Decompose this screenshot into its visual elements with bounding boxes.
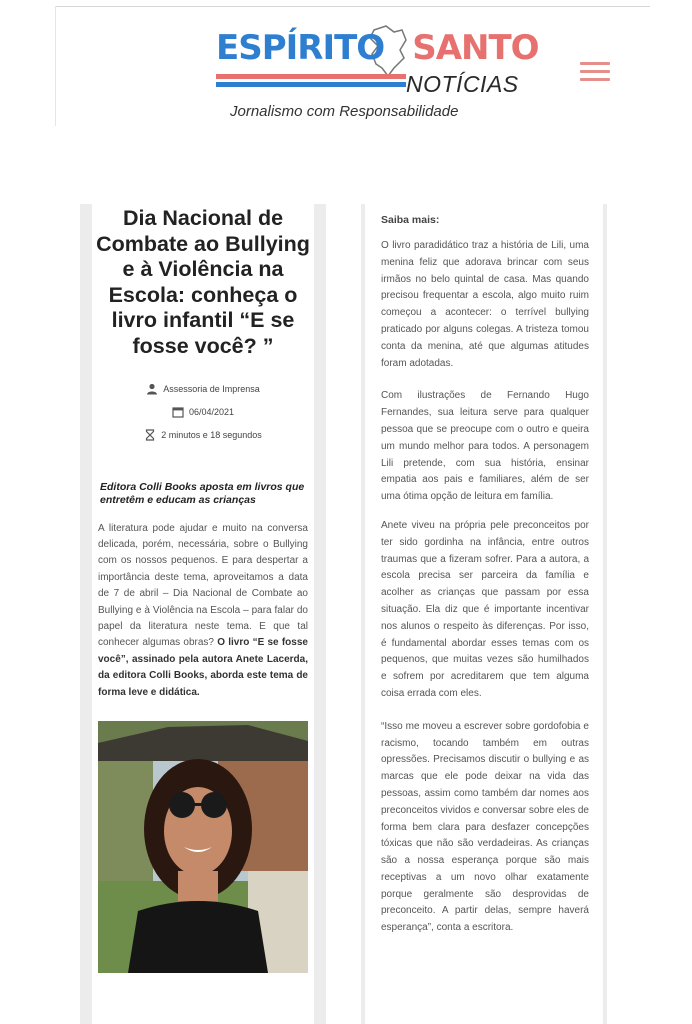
logo-noticias: NOTÍCIAS	[406, 71, 519, 97]
author-photo	[98, 721, 308, 973]
article-meta	[92, 378, 314, 447]
article-intro	[92, 521, 314, 701]
calendar-icon	[172, 406, 184, 418]
meta-date	[92, 401, 314, 424]
intro-bold-text: O livro “E se fosse você”, assinado pela autora Anete Lacerda, da editora Colli Books, aborda este tema de forma leve e didática.	[98, 637, 308, 698]
header-left-border	[55, 6, 56, 126]
saiba-mais-heading: Saiba mais:	[381, 214, 440, 226]
logo-title	[216, 28, 539, 68]
logo-word-santo: SANTO	[412, 28, 539, 68]
user-icon	[146, 383, 158, 395]
article-paragraph-4: “Isso me moveu a escrever sobre gordofobia e racismo, tocando também em outras opressões. Precisamos discutir o bullying e as marcas que ele pode deixar na vida das pessoas, assim como também dar nomes aos preconceitos vividos e conversar sobre eles de forma bem clara para desfazer concepções tóxicas que não são verdadeiras. As crianças são a nossa esperança porque são mais receptivas a um novo olhar exatamente porque geralmente são desprovidas de preconceito. A partir delas, sempre haverá esperança”, conta a escritora.	[381, 720, 589, 934]
article-paragraph-1: O livro paradidático traz a história de Lili, uma menina feliz que adorava brincar com seus irmãos no belo quintal de casa. Mas quando precisou frequentar a escola, algo muito ruim começou a acontecer: o terrível bullying praticado por alguns colegas. A tristeza tomou conta da menina, até que algumas atitudes foram adotadas.	[381, 240, 589, 369]
author-photo-image	[98, 721, 308, 973]
article-lead: Editora Colli Books aposta em livros que entretêm e educam as crianças	[100, 480, 305, 506]
article-right-column	[361, 204, 607, 1024]
article-body	[365, 238, 603, 937]
hourglass-icon	[144, 429, 156, 441]
article-paragraph-3: Anete viveu na própria pele preconceitos por ter sido gordinha na infância, entre outros traumas que a fizeram sofrer. Para a autora, a escola precisa ser parceira da família e acolher as crianças que passam por essa situação. Ela diz que é importante incentivar nos alunos o respeito às diferenças. Por isso, é fundamental abordar esses temas com os pequenos, que muitas vezes são humilhados e sofrem por acreditarem que tem alguma coisa errada com eles.	[381, 519, 589, 699]
article-paragraph-2: Com ilustrações de Fernando Hugo Fernandes, sua leitura serve para qualquer pessoa que se preocupe com o outro e queira um mundo melhor para todos. A personagem Lili pretende, com sua história, ensinar empatia aos pais e familiares, além de ser uma ótima opção de leitura em família.	[381, 390, 589, 503]
logo-word-espirito: ESPÍRITO	[216, 28, 385, 68]
logo-stripe-blue	[216, 82, 406, 87]
publish-date: 06/04/2021	[188, 407, 235, 418]
meta-read-time	[92, 424, 314, 447]
intro-text: A literatura pode ajudar e muito na conversa delicada, porém, necessária, sobre o Bullying com os nossos pequenos. E para despertar a importância deste tema, aproveitamos a data de 7 de abril – Dia Nacional de Combate ao Bullying e à Violência na Escola – para falar do papel da literatura neste tema. E que tal conhecer algumas obras?	[98, 522, 308, 649]
header-top-border	[56, 6, 650, 7]
article-left-column	[80, 204, 326, 1024]
site-logo[interactable]	[216, 24, 539, 124]
hamburger-menu-icon[interactable]	[580, 62, 610, 84]
article-title: Dia Nacional de Combate ao Bullying e à Violência na Escola: conheça o livro infantil “E se fosse você? ”	[96, 206, 310, 358]
author-name[interactable]: Assessoria de Imprensa	[163, 384, 260, 395]
read-time: 2 minutos e 18 segundos	[161, 430, 262, 441]
meta-author	[92, 378, 314, 401]
logo-stripe-coral	[216, 74, 406, 79]
site-tagline: Jornalismo com Responsabilidade	[230, 103, 459, 120]
